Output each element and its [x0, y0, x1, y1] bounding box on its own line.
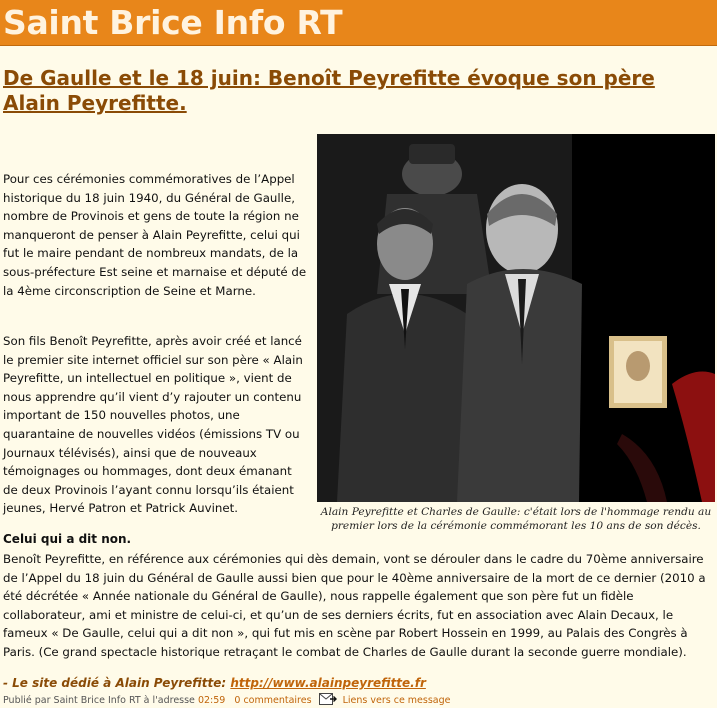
post-figure — [317, 134, 715, 533]
site-header — [0, 0, 717, 46]
section-subheading: Celui qui a dit non. — [3, 532, 132, 546]
paragraph-3: Benoît Peyrefitte, en référence aux cérémonies qui dès demain, vont se dérouler dans le cadre du 70ème anniversaire de l’Appel du 18 juin du Général de Gaulle aussi bien que pour le 40ème anniversaire de la mort de ce dernier (2010 a été décrétée « Année nationale du Général de Gaulle), nous rappelle également que son père fut un fidèle collaborateur, ami et ministre de celui-ci, et qu’un de ses derniers écrits, fut en association avec Alain Decaux, le fameux « De Gaulle, celui qui a dit non », qui fut mis en scène par Robert Hossein en 1999, au Palais des Congrès à Paris. (Ce grand spectacle historique retraçant le combat de Charles de Gaulle durant la seconde guerre mondiale). — [3, 552, 706, 659]
site-link[interactable]: http://www.alainpeyrefitte.fr — [230, 676, 426, 690]
published-by: Publié par Saint Brice Info RT à l'adresse — [3, 695, 195, 706]
post-title[interactable]: De Gaulle et le 18 juin: Benoît Peyrefitte évoque son père Alain Peyrefitte. — [3, 66, 655, 115]
site-title[interactable]: Saint Brice Info RT — [3, 3, 343, 42]
links-to-post[interactable]: Liens vers ce message — [342, 695, 451, 706]
photo-illustration — [317, 134, 715, 502]
photo-caption: Alain Peyrefitte et Charles de Gaulle: c'était lors de l'hommage rendu au premier lors de la cérémonie commémorant les 10 ans de son décès. — [320, 506, 712, 532]
paragraph-1: Pour ces cérémonies commémoratives de l’Appel historique du 18 juin 1940, du Général de Gaulle, nombre de Provinois et gens de toute la région ne manqueront de penser à Alain Peyrefitte, celui qui fut le maire pendant de nombreux mandats, de la sous-préfecture Est seine et marnaise et député de la 4ème circonscription de Seine et Marne. — [3, 172, 307, 298]
site-link-prefix: - Le site dédié à Alain Peyrefitte: — [3, 676, 227, 690]
post — [0, 66, 717, 706]
post-time-link[interactable]: 02:59 — [197, 695, 226, 706]
paragraph-2: Son fils Benoît Peyrefitte, après avoir créé et lancé le premier site internet officiel sur son père « Alain Peyrefitte, un intellectuel en politique », vient de nous apprendre qu’il vient d’y rajouter un contenu important de 150 nouvelles photos, une quarantaine de nouvelles vidéos (émissions TV ou Journaux télévisés), ainsi que de nouveaux témoignages ou hommages, dont deux émanant de deux Provinois l’ayant connu lorsqu’ils étaient jeunes, Hervé Patron et Patrick Auvinet. — [3, 334, 303, 516]
post-footer — [3, 693, 451, 706]
comments-link[interactable]: 0 commentaires — [234, 695, 312, 706]
email-post-icon[interactable] — [319, 693, 337, 705]
post-photo — [317, 134, 715, 502]
site-link-row — [3, 676, 426, 690]
